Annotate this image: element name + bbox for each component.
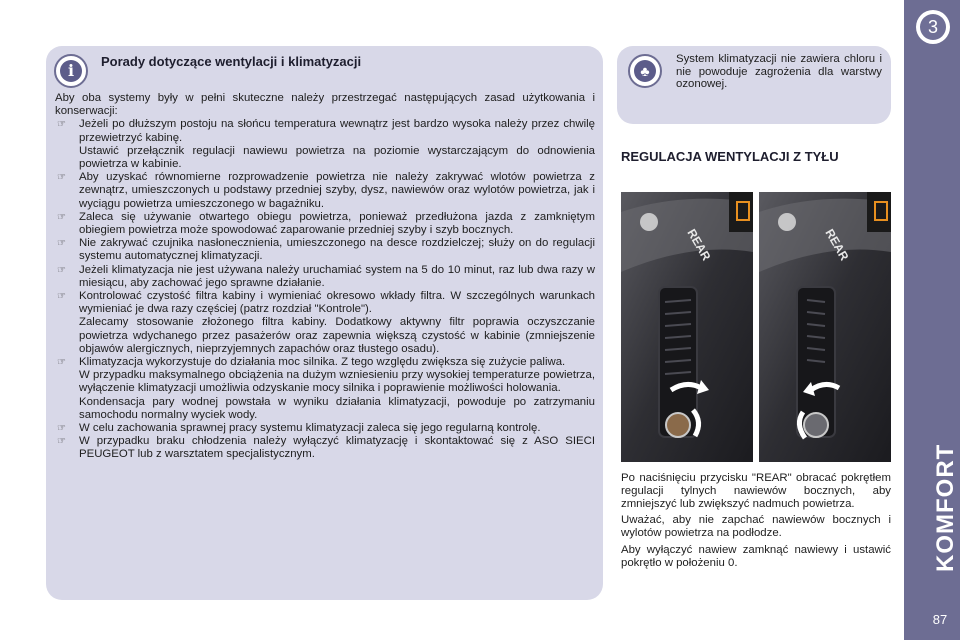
instruction-paragraph: Aby wyłączyć nawiew zamknąć nawiewy i ustawić pokrętło w położeniu 0.: [621, 543, 891, 569]
advice-item-note: Ustawić przełącznik regulacji nawiewu powietrza na poziomie wystarczającym do odnowienia powietrza w kabinie.: [79, 144, 595, 171]
advice-item-text: W celu zachowania sprawnej pracy systemu klimatyzacji zaleca się jego regularną kontrolę.: [79, 422, 541, 435]
eco-text: System klimatyzacji nie zawiera chloru i nie powoduje zagrożenia dla warstwy ozonowej.: [676, 53, 882, 91]
advice-item-text: Nie zakrywać czujnika nasłonecznienia, umieszczonego na desce rozdzielczej; służy on do regulacji systemu automatycznej klimatyzacji.: [79, 237, 595, 263]
advice-item-text: Klimatyzacja wykorzystuje do działania moc silnika. Z tego względu zwiększa się zużycie paliwa.: [79, 356, 566, 369]
advice-item: [55, 237, 595, 263]
page-number: 87: [932, 612, 948, 627]
section-heading: REGULACJA WENTYLACJI Z TYŁU: [621, 149, 839, 164]
pointing-hand-icon: ☞: [57, 238, 66, 250]
pointing-hand-icon: ☞: [57, 211, 66, 223]
rear-label: REAR: [684, 226, 714, 263]
advice-item: [55, 211, 595, 237]
advice-item-text: W przypadku braku chłodzenia należy wyłączyć klimatyzację i skontaktować się z ASO SIECI PEUGEOT lub z warsztatem specjalistycznym.: [79, 435, 595, 461]
pointing-hand-icon: ☞: [57, 357, 66, 369]
advice-item-note: W przypadku maksymalnego obciążenia na dużym wzniesieniu przy wysokiej temperaturze powietrza, wyłączenie klimatyzacji umożliwia odzyskanie mocy silnika i poprawienie możliwości holowania.: [79, 369, 595, 395]
rear-vent-photo-closed: [759, 192, 891, 462]
advice-item-text: Jeżeli po dłuższym postoju na słońcu temperatura wewnątrz jest bardzo wysoka należy przez chwilę przewietrzyć kabinę.: [79, 118, 595, 144]
chapter-title: KOMFORT: [932, 443, 959, 572]
eco-leaf-icon: ♣: [628, 54, 662, 88]
advice-item-note: Kondensacja pary wodnej powstała w wyniku działania klimatyzacji, powoduje po zatrzymaniu samochodu normalny wyciek wody.: [79, 395, 595, 421]
info-icon: i: [54, 54, 88, 88]
advice-item-text: Jeżeli klimatyzacja nie jest używana należy uruchamiać system na 5 do 10 minut, raz lub dwa razy w miesiącu, aby zachować jego sprawne działanie.: [79, 263, 595, 289]
advice-body: [55, 92, 595, 462]
pointing-hand-icon: ☞: [57, 264, 66, 276]
advice-item: [55, 264, 595, 290]
rear-vent-photo-open: [621, 192, 753, 462]
rear-label: REAR: [822, 226, 852, 263]
pointing-hand-icon: ☞: [57, 436, 66, 448]
advice-item-note: Zalecamy stosowanie złożonego filtra kabiny. Dodatkowy aktywny filtr poprawia oczyszczanie powietrza wdychanego przez pasażerów oraz zapewnia większą czystość w kabinie (zmniejszenie objawów alergicznych, nieprzyjemnych zapachów oraz tłustego osadu).: [79, 316, 595, 355]
advice-item-text: Zaleca się używanie otwartego obiegu powietrza, ponieważ przedłużona jazda z zamkniętym obiegiem powietrza może spowodować zaparowanie przedniej szyby i szyb bocznych.: [79, 210, 595, 237]
advice-item: [55, 356, 595, 369]
advice-item: [55, 118, 595, 144]
advice-item: [55, 422, 595, 435]
chapter-number: 3: [920, 14, 946, 40]
pointing-hand-icon: ☞: [57, 172, 66, 184]
pointing-hand-icon: ☞: [57, 119, 66, 131]
advice-intro: Aby oba systemy były w pełni skuteczne należy przestrzegać następujących zasad użytkowania i konserwacji:: [55, 92, 595, 118]
advice-item: [55, 435, 595, 461]
advice-item-text: Aby uzyskać równomierne rozprowadzenie powietrza nie należy zakrywać wlotów powietrza z zewnątrz, umieszczonych u podstawy przedniej szyby, dysz, nawiewów oraz wylotów powietrza, jak i wyciągu powietrza umieszczonego w bagażniku.: [79, 171, 595, 210]
advice-item: [55, 290, 595, 316]
chapter-badge: [916, 10, 950, 44]
advice-item: [55, 171, 595, 211]
rear-vent-instructions: [621, 472, 891, 574]
advice-item-text: Kontrolować czystość filtra kabiny i wymieniać okresowo wkłady filtra. W szczególnych warunkach wymieniać je dwa razy częściej (patrz rozdział "Kontrole").: [79, 290, 595, 316]
instruction-paragraph: Po naciśnięciu przycisku "REAR" obracać pokrętłem regulacji tylnych nawiewów bocznych, aby zmniejszyć lub zwiększyć nadmuch powietrza.: [621, 472, 891, 510]
pointing-hand-icon: ☞: [57, 423, 66, 435]
advice-title: Porady dotyczące wentylacji i klimatyzacji: [101, 54, 362, 69]
pointing-hand-icon: ☞: [57, 291, 66, 303]
instruction-paragraph: Uważać, aby nie zapchać nawiewów bocznych i wylotów powietrza na podłodze.: [621, 514, 891, 540]
